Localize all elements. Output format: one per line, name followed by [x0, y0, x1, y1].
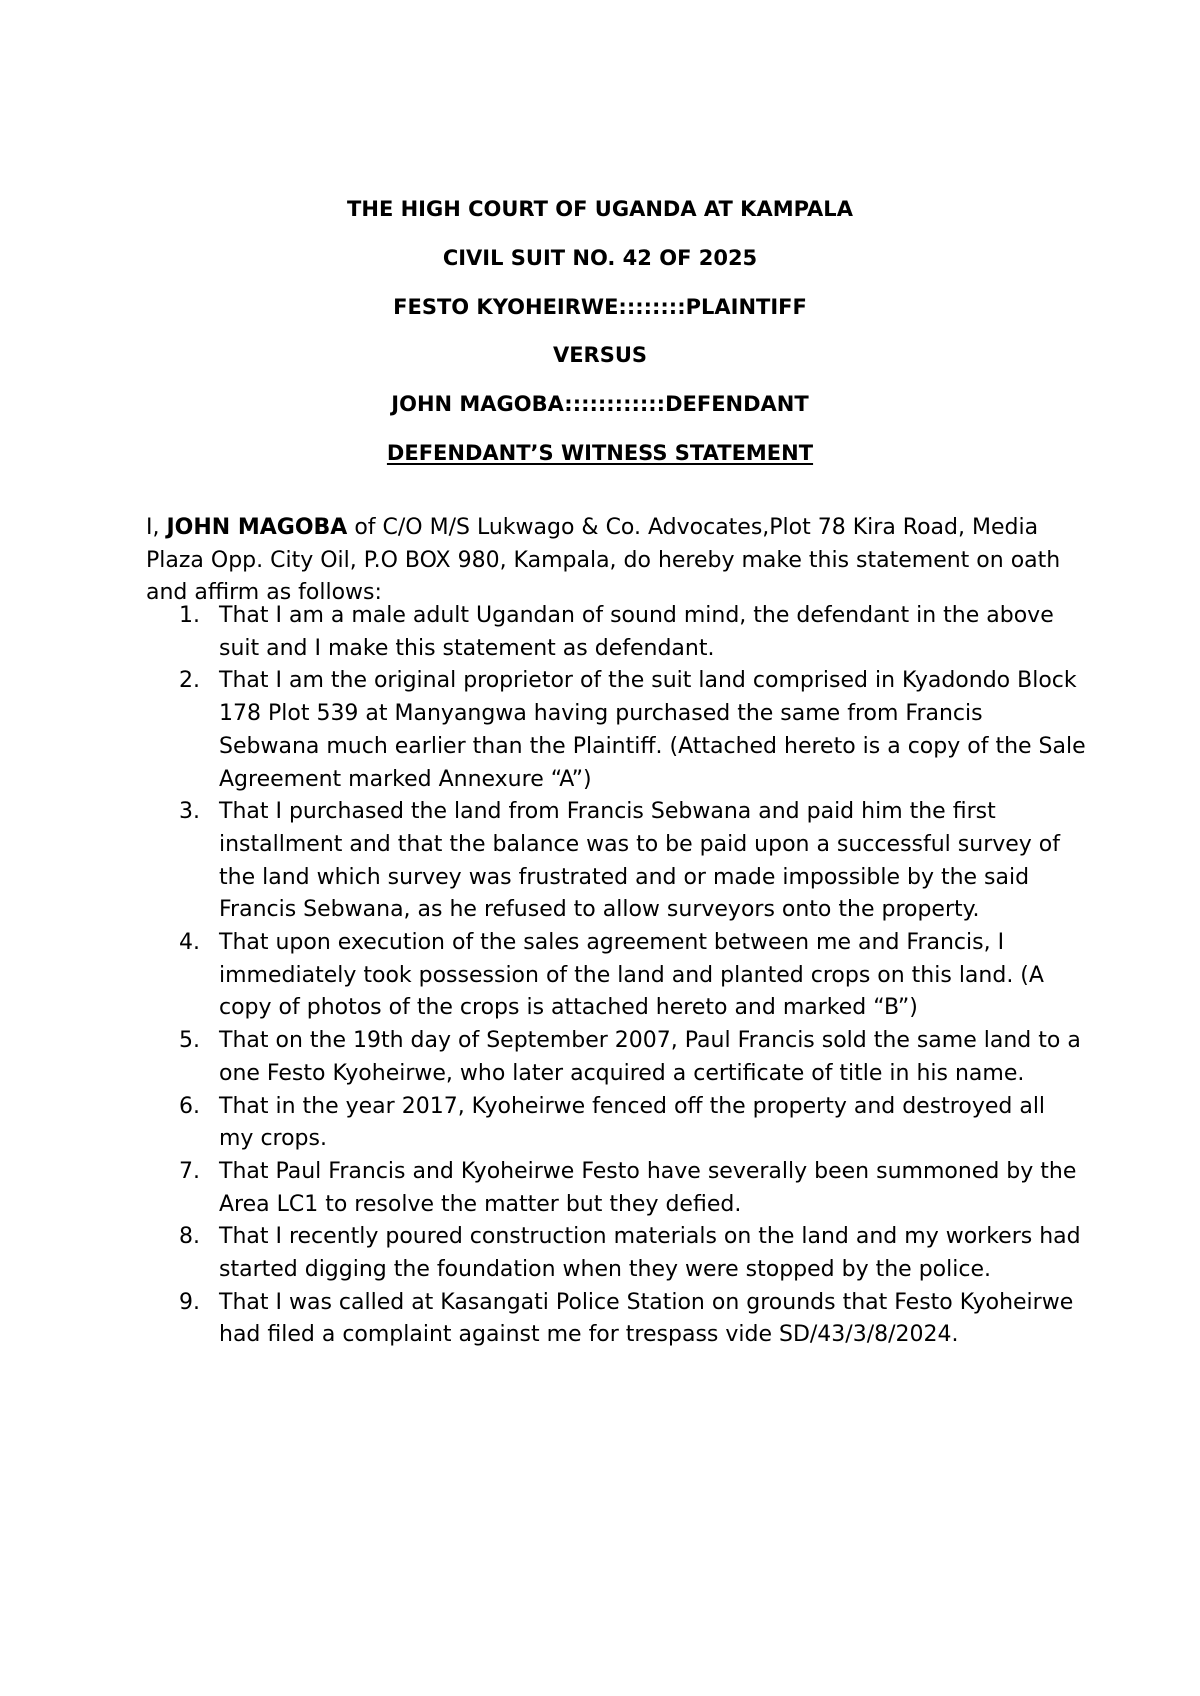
list-item: [146, 796, 1086, 927]
item-text: That I was called at Kasangati Police Station on grounds that Festo Kyoheirwe had filed a complaint against me for trespass vide SD/43/3/8/2024.: [219, 1289, 1074, 1348]
suit-number: CIVIL SUIT NO. 42 OF 2025: [442, 246, 758, 270]
item-text: That I purchased the land from Francis Sebwana and paid him the first installment and that the balance was to be paid upon a successful survey of the land which survey was frustrated and or made impossible by the said Francis Sebwana, as he refused to allow surveyors onto the property.: [219, 799, 1061, 923]
defendant-line: JOHN MAGOBA::::::::::::DEFENDANT: [391, 392, 809, 416]
item-text: That I recently poured construction materials on the land and my workers had started digging the foundation when they were stopped by the police.: [219, 1224, 1081, 1283]
list-item: [146, 1221, 1086, 1286]
list-item: [146, 1156, 1086, 1221]
item-number: 7.: [179, 1158, 200, 1184]
versus-line: VERSUS: [552, 343, 648, 367]
item-text: That I am the original proprietor of the suit land comprised in Kyadondo Block 178 Plot 539 at Manyangwa having purchased the same from Francis Sebwana much earlier than the Plaintiff. (Attached hereto is a copy of the Sale Agreement marked Annexure “A”): [219, 668, 1086, 792]
item-number: 3.: [179, 799, 200, 825]
item-number: 8.: [179, 1224, 200, 1250]
item-text: That in the year 2017, Kyoheirwe fenced off the property and destroyed all my crops.: [219, 1093, 1046, 1152]
item-text: That I am a male adult Ugandan of sound mind, the defendant in the above suit and I make this statement as defendant.: [219, 603, 1054, 661]
list-item: [146, 665, 1086, 796]
court-heading: THE HIGH COURT OF UGANDA AT KAMPALA: [347, 197, 853, 221]
intro-paragraph: [146, 512, 1086, 610]
item-number: 6.: [179, 1093, 200, 1119]
item-text: That on the 19th day of September 2007, Paul Francis sold the same land to a one Festo Kyoheirwe, who later acquired a certificate of title in his name.: [219, 1028, 1081, 1086]
item-number: 5.: [179, 1028, 200, 1054]
deponent-name: JOHN MAGOBA: [166, 515, 348, 540]
item-number: 4.: [179, 930, 200, 956]
list-item: [146, 600, 1086, 665]
list-item: [146, 1025, 1086, 1090]
plaintiff-line: FESTO KYOHEIRWE::::::::PLAINTIFF: [393, 295, 807, 319]
list-item: [146, 927, 1086, 1025]
item-number: 1.: [179, 603, 200, 628]
intro-text: of C/O M/S Lukwago & Co. Advocates,Plot 78 Kira Road, Media Plaza Opp. City Oil, P.O BOX 980, Kampala, do hereby make this statement on oath and affirm as follows:: [146, 515, 1061, 606]
item-text: That upon execution of the sales agreement between me and Francis, I immediately took possession of the land and planted crops on this land. (A copy of photos of the crops is attached hereto and marked “B”): [219, 930, 1044, 1021]
statement-list: [146, 600, 1086, 1352]
list-item: [146, 1287, 1086, 1352]
statement-title: DEFENDANT’S WITNESS STATEMENT: [386, 441, 814, 465]
intro-prefix: I,: [146, 515, 167, 540]
item-number: 9.: [179, 1289, 200, 1315]
list-item: [146, 1091, 1086, 1156]
item-text: That Paul Francis and Kyoheirwe Festo have severally been summoned by the Area LC1 to resolve the matter but they defied.: [219, 1158, 1077, 1217]
item-number: 2.: [179, 668, 200, 694]
